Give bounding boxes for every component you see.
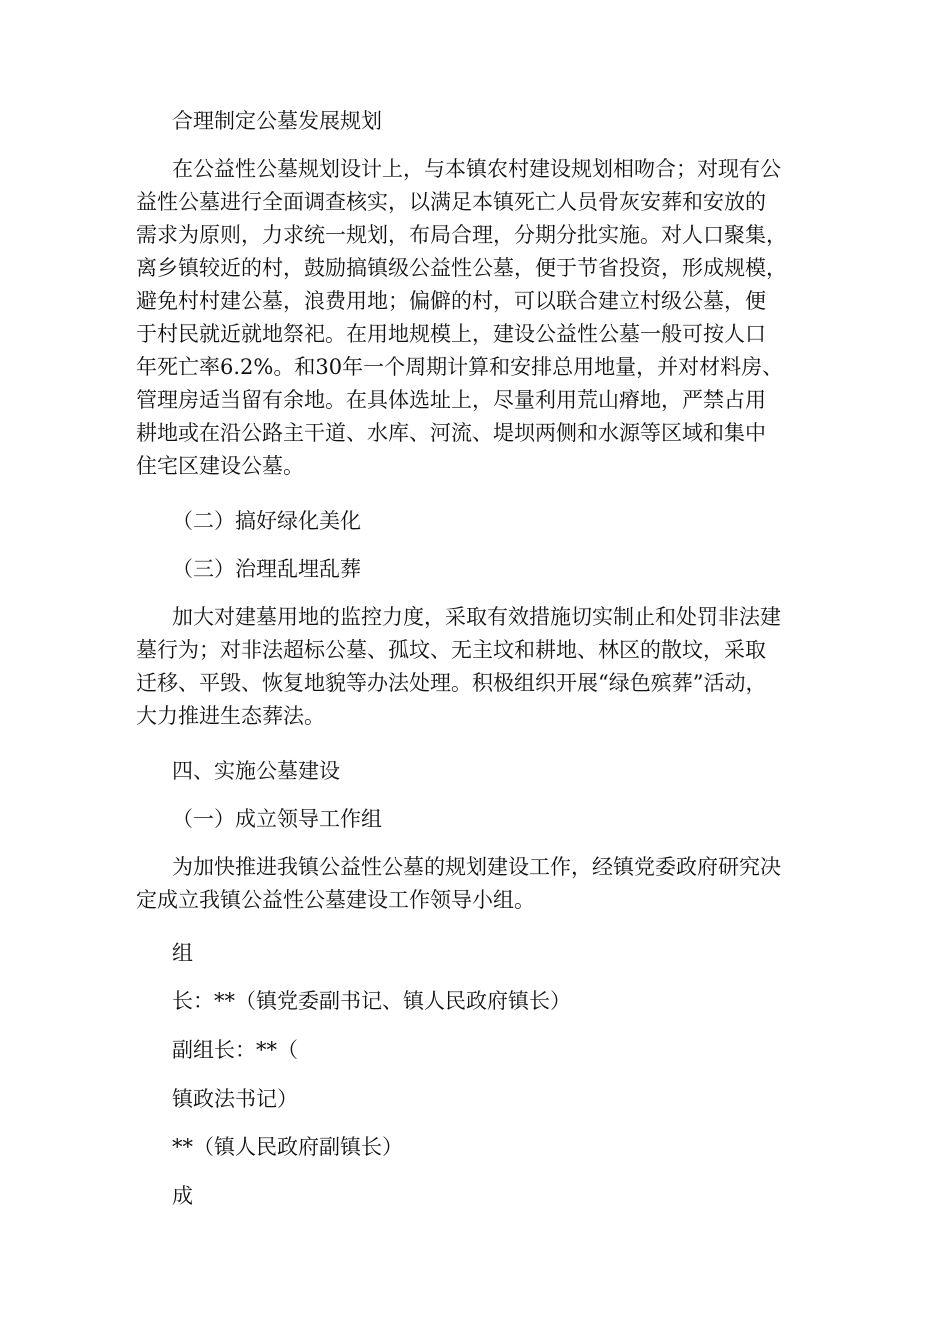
paragraph-line: 离乡镇较近的村，鼓励搞镇级公益性公墓，便于节省投资，形成规模， bbox=[136, 256, 787, 280]
paragraph-line: 迁移、平毁、恢复地貌等办法处理。积极组织开展“绿色殡葬”活动， bbox=[136, 671, 767, 695]
paragraph-line: 年死亡率6.2%。和30年一个周期计算和安排总用地量，并对材料房、 bbox=[136, 355, 784, 379]
paragraph-line: 需求为原则，力求统一规划，布局合理，分期分批实施。对人口聚集， bbox=[136, 223, 787, 247]
section-heading-greening: （二）搞好绿化美化 bbox=[172, 509, 361, 533]
paragraph-line: 管理房适当留有余地。在具体选址上，尽量利用荒山瘠地，严禁占用 bbox=[136, 388, 766, 412]
paragraph-line: 避免村村建公墓，浪费用地；偏僻的村，可以联合建立村级公墓，便 bbox=[136, 289, 766, 313]
paragraph-line: 住宅区建设公墓。 bbox=[136, 454, 304, 478]
paragraph-line: 定成立我镇公益性公墓建设工作领导小组。 bbox=[136, 888, 535, 912]
roster-line: 组 bbox=[172, 941, 193, 965]
roster-line: 副组长：**（ bbox=[172, 1038, 298, 1062]
paragraph-line: 为加快推进我镇公益性公墓的规划建设工作，经镇党委政府研究决 bbox=[172, 855, 781, 879]
roster-line: 镇政法书记） bbox=[172, 1087, 298, 1111]
paragraph-line: 耕地或在沿公路主干道、水库、河流、堤坝两侧和水源等区域和集中 bbox=[136, 421, 766, 445]
paragraph-line: 墓行为；对非法超标公墓、孤坟、无主坟和耕地、林区的散坟，采取 bbox=[136, 638, 766, 662]
roster-line: 长：**（镇党委副书记、镇人民政府镇长） bbox=[172, 989, 571, 1013]
roster-line: **（镇人民政府副镇长） bbox=[172, 1135, 403, 1159]
section-heading-burial: （三）治理乱埋乱葬 bbox=[172, 557, 361, 581]
paragraph-line: 于村民就近就地祭祀。在用地规模上，建设公益性公墓一般可按人口 bbox=[136, 322, 766, 346]
paragraph-line: 大力推进生态葬法。 bbox=[136, 704, 325, 728]
section-heading-working-group: （一）成立领导工作组 bbox=[172, 807, 382, 831]
roster-line: 成 bbox=[172, 1184, 193, 1208]
paragraph-line: 加大对建墓用地的监控力度，采取有效措施切实制止和处罚非法建 bbox=[172, 605, 781, 629]
section-heading-planning: 合理制定公墓发展规划 bbox=[172, 109, 382, 133]
paragraph-line: 益性公墓进行全面调查核实，以满足本镇死亡人员骨灰安葬和安放的 bbox=[136, 190, 766, 214]
paragraph-line: 在公益性公墓规划设计上，与本镇农村建设规划相吻合；对现有公 bbox=[172, 157, 781, 181]
section-heading-implementation: 四、实施公墓建设 bbox=[172, 759, 340, 783]
